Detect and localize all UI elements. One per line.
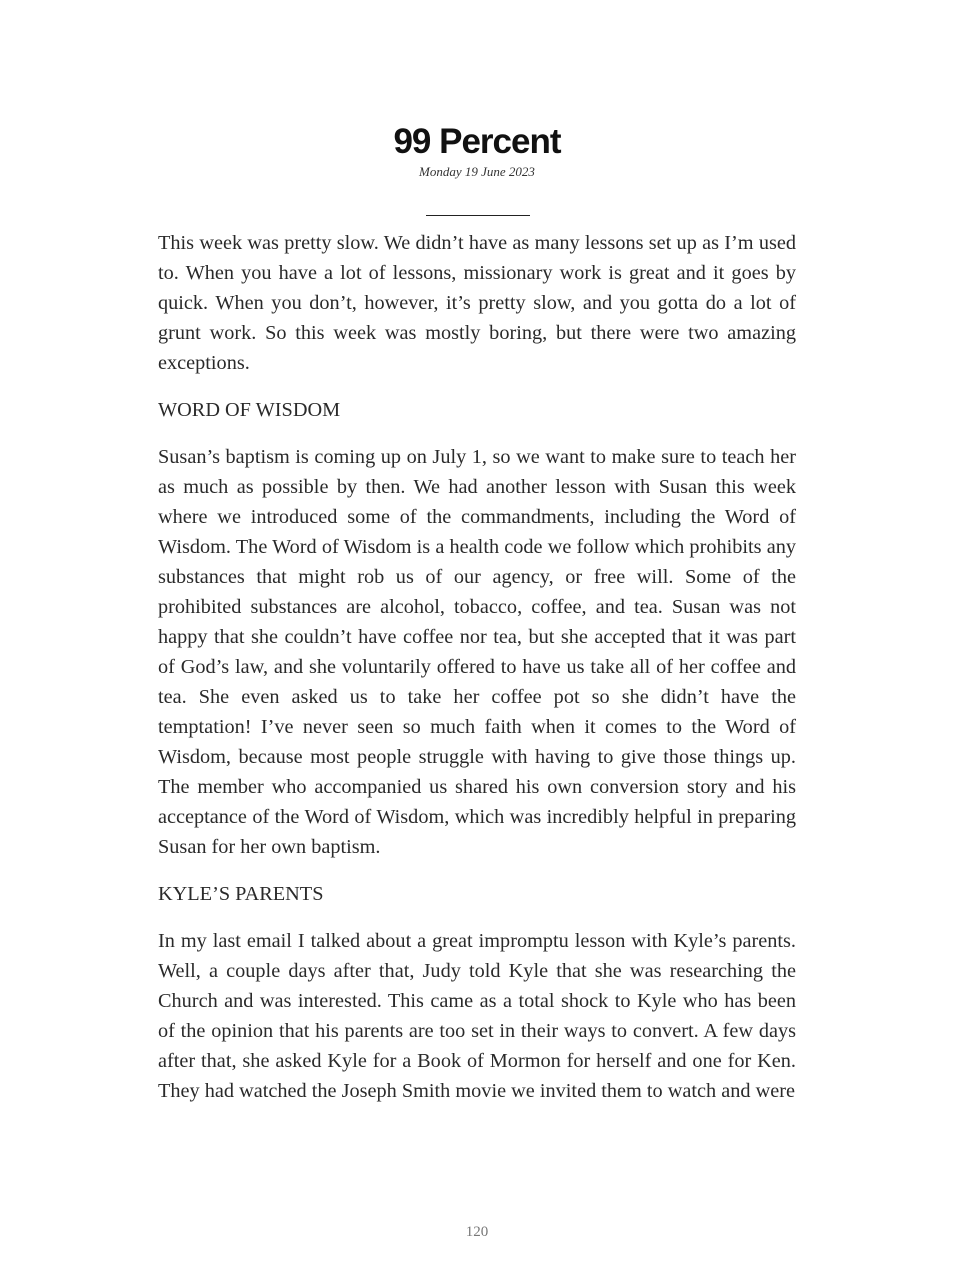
kyles-parents-paragraph: In my last email I talked about a great impromptu lesson with Kyle’s parents. Well, a couple days after that, Judy told Kyle that she was researching the Church and was interested. This came as a total shock to Kyle who has been of the opinion that his parents are too set in their ways to convert. A few days after that, she asked Kyle for a Book of Mormon for herself and one for Ken. They had watched the Joseph Smith movie we invited them to watch and were <box>158 930 796 1102</box>
word-of-wisdom-paragraph: Susan’s baptism is coming up on July 1, so we want to make sure to teach her as much as possible by then. We had another lesson with Susan this week where we introduced some of the commandments, including the Word of Wisdom. The Word of Wisdom is a health code we follow which prohibits any substances that might rob us of our agency, or free will. Some of the prohibited substances are alcohol, tobacco, coffee, and tea. Susan was not happy that she couldn’t have coffee nor tea, but she accepted that it was part of God’s law, and she voluntarily offered to have us take all of her coffee and tea. She even asked us to take her coffee pot so she didn’t have the temptation! I’ve never seen so much faith when it comes to the Word of Wisdom, because most people struggle with having to give those things up. The member who accompanied us shared his own conversion story and his acceptance of the Word of Wisdom, which was incredibly helpful in preparing Susan for her own baptism. <box>158 446 796 858</box>
intro-paragraph: This week was pretty slow. We didn’t have as many lessons set up as I’m used to. When you have a lot of lessons, missionary work is great and it goes by quick. When you don’t, however, it’s pretty slow, and you gotta do a lot of grunt work. So this week was mostly boring, but there were two amazing exceptions. <box>158 232 796 374</box>
article-body <box>158 228 796 1123</box>
title-divider <box>426 215 530 216</box>
section-heading-word-of-wisdom: WORD OF WISDOM <box>158 399 341 421</box>
post-date: Monday 19 June 2023 <box>419 164 535 179</box>
page-title: 99 Percent <box>393 122 561 161</box>
page-number: 120 <box>465 1224 489 1240</box>
section-heading-kyles-parents: KYLE’S PARENTS <box>158 883 324 905</box>
